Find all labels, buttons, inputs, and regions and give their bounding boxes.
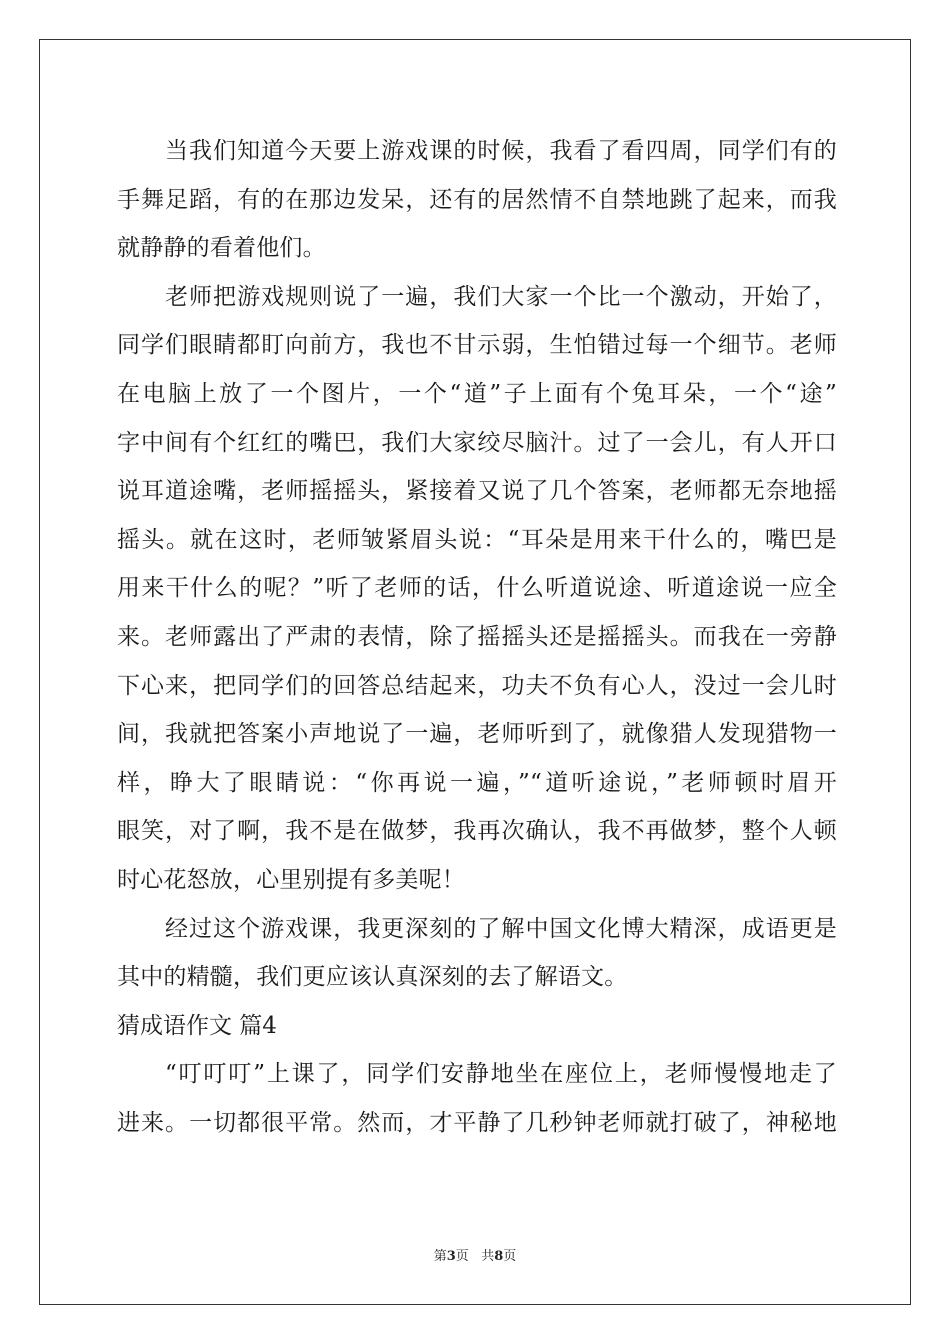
footer-mid: 页 共	[455, 1249, 495, 1264]
text-line: 下心来，把同学们的回答总结起来，功夫不负有心人，没过一会儿时	[117, 672, 837, 699]
current-page-number: 3	[446, 1249, 456, 1264]
text-line: 当我们知道今天要上游戏课的时候，我看了看四周，同学们有的	[165, 138, 837, 164]
text-line: 在电脑上放了一个图片，一个“道”子上面有个兔耳朵，一个“途”	[117, 380, 837, 407]
text-line: 时心花怒放，心里别提有多美呢！	[117, 866, 465, 893]
paragraph-2	[117, 273, 837, 905]
text-line: 摇头。就在这时，老师皱紧眉头说：“耳朵是用来干什么的，嘴巴是	[117, 526, 837, 553]
text-line: 就静静的看着他们。	[117, 235, 326, 262]
text-line: 间，我就把答案小声地说了一遍，老师听到了，就像猎人发现猎物一	[117, 721, 837, 748]
text-line: 用来干什么的呢？”听了老师的话，什么听道说途、听道途说一应全	[117, 575, 837, 602]
paragraph-4	[117, 1050, 837, 1147]
text-line: 其中的精髓，我们更应该认真深刻的去了解语文。	[117, 964, 628, 991]
text-line: 样，睁大了眼睛说：“你再说一遍，”“道听途说，”老师顿时眉开	[117, 769, 837, 796]
paragraph-3	[117, 905, 837, 1002]
text-line: 同学们眼睛都盯向前方，我也不甘示弱，生怕错过每一个细节。老师	[117, 332, 837, 359]
text-line: 手舞足蹈，有的在那边发呆，还有的居然情不自禁地跳了起来，而我	[117, 186, 837, 213]
document-body	[117, 127, 837, 1147]
text-line: “叮叮叮”上课了，同学们安静地坐在座位上，老师慢慢地走了	[165, 1061, 837, 1088]
text-line: 眼笑，对了啊，我不是在做梦，我再次确认，我不再做梦，整个人顿	[117, 818, 837, 845]
section-heading: 猜成语作文 篇4	[117, 1012, 277, 1039]
text-line: 经过这个游戏课，我更深刻的了解中国文化博大精深，成语更是	[165, 915, 837, 942]
footer-prefix: 第	[433, 1249, 447, 1264]
text-line: 说耳道途嘴，老师摇摇头，紧接着又说了几个答案，老师都无奈地摇	[117, 478, 837, 505]
footer-suffix: 页	[503, 1249, 517, 1264]
total-page-number: 8	[494, 1249, 504, 1264]
paragraph-1	[117, 127, 837, 273]
text-line: 字中间有个红红的嘴巴，我们大家绞尽脑汁。过了一会儿，有人开口	[117, 429, 837, 456]
text-line: 来。老师露出了严肃的表情，除了摇摇头还是摇摇头。而我在一旁静	[117, 623, 837, 650]
text-line: 老师把游戏规则说了一遍，我们大家一个比一个激动，开始了，	[165, 283, 837, 310]
page-footer	[0, 1245, 950, 1264]
text-line: 进来。一切都很平常。然而，才平静了几秒钟老师就打破了，神秘地	[117, 1109, 837, 1136]
